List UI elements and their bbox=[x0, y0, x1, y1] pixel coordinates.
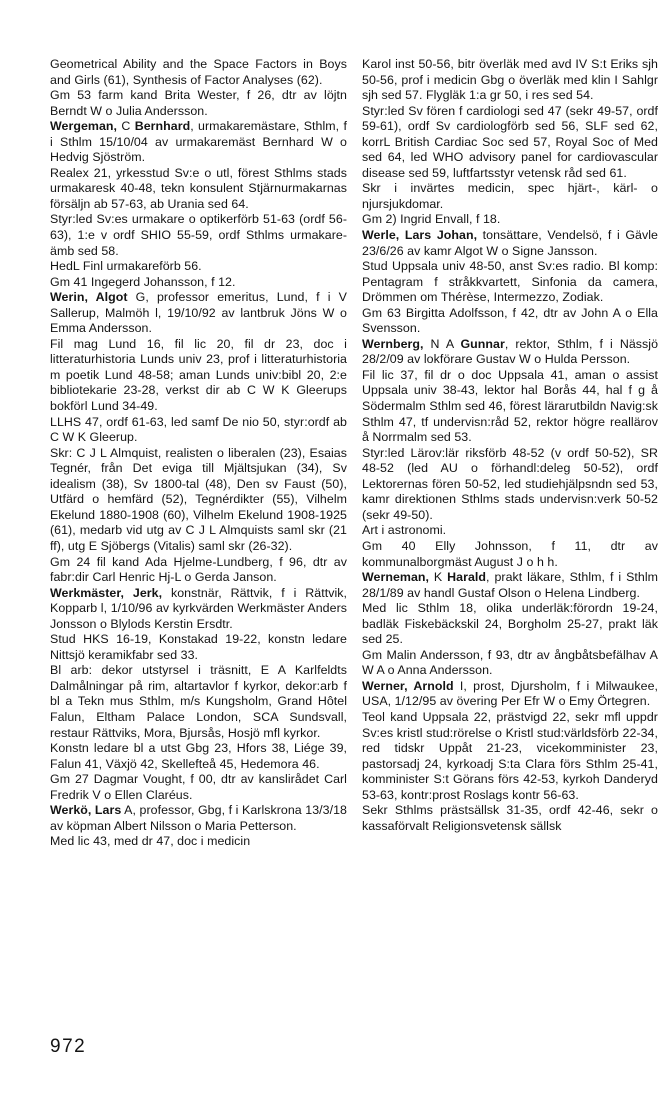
paragraph-text: Skr: C J L Almquist, realisten o liberalen (23), Esaias Tegnér, från Det eviga till Mjältsjukan (34), Sv idealism (38), Sv 1800-tal (48), Den sv Faust (50), Utfärd o hemfärd (52), Tegnérdikter (55), Vilhelm Ekelund 1880-1908 (60), Vilhelm Ekelund 1908-1925 (61), medarb vid utg av C J L Almquists saml skr (21 ff), utg E Sjöbergs (Vitalis) saml skr (26-32). bbox=[50, 445, 347, 553]
entry-headword: Werkmäster, Jerk, bbox=[50, 585, 163, 600]
text-paragraph bbox=[50, 57, 347, 88]
text-paragraph bbox=[50, 446, 347, 555]
paragraph-text: Geometrical Ability and the Space Factors in Boys and Girls (61), Synthesis of Factor Analyses (62). bbox=[50, 57, 347, 87]
paragraph-text: Gm 41 Ingegerd Johansson, f 12. bbox=[50, 274, 236, 289]
text-paragraph bbox=[50, 259, 347, 275]
paragraph-text: Art i astronomi. bbox=[362, 523, 447, 538]
entry-headword: Werner, Arnold bbox=[362, 678, 454, 693]
text-paragraph bbox=[50, 212, 347, 259]
text-paragraph bbox=[362, 523, 658, 539]
paragraph-text: Gm 27 Dagmar Vought, f 00, dtr av kanslirådet Carl Fredrik V o Ellen Claréus. bbox=[50, 772, 347, 802]
paragraph-text: Konstn ledare bl a utst Gbg 23, Hfors 38, Liége 39, Falun 41, Växjö 42, Skellefteå 45, Hedemora 46. bbox=[50, 741, 347, 771]
text-paragraph bbox=[50, 166, 347, 213]
text-paragraph bbox=[50, 337, 347, 415]
entry-headword: Werle, Lars Johan, bbox=[362, 228, 478, 243]
paragraph-text: Gm Malin Andersson, f 93, dtr av ångbåtsbefälhav A W A o Anna Andersson. bbox=[362, 647, 658, 678]
paragraph-text: HedL Finl urmakareförb 56. bbox=[50, 259, 202, 274]
paragraph-text: konstnär, Rättvik, f i Rättvik, Kopparb l, 1/10/96 av kyrkvärden Werkmäster Anders Jonsson o Blylods Kerstin Ersdtr. bbox=[50, 585, 347, 631]
text-paragraph bbox=[362, 57, 658, 104]
text-paragraph bbox=[50, 772, 347, 803]
entry-headword: Wergeman, bbox=[50, 119, 118, 134]
paragraph-text: Gm 63 Birgitta Adolfsson, f 42, dtr av John A o Ella Svensson. bbox=[362, 305, 658, 336]
text-paragraph bbox=[362, 259, 658, 306]
text-paragraph bbox=[362, 539, 658, 570]
paragraph-text: Sekr Sthlms prästsällsk 31-35, ordf 42-46, sekr o kassaförvalt Religionsvetensk sällsk bbox=[362, 803, 658, 833]
paragraph-text: N A Gunnar, rektor, Sthlm, f i Nässjö 28/2/09 av lokförare Gustav W o Hulda Persson. bbox=[362, 336, 659, 367]
text-paragraph bbox=[362, 212, 658, 228]
text-paragraph bbox=[362, 181, 658, 212]
text-paragraph bbox=[362, 306, 658, 337]
text-paragraph bbox=[50, 741, 347, 772]
text-paragraph bbox=[50, 632, 347, 663]
entry-paragraph bbox=[362, 679, 658, 710]
paragraph-text: Karol inst 50-56, bitr överläk med avd IV S:t Eriks sjh 50-56, prof i medicin Gbg o överläk med klin I Sahlgr sjh sed 57. Flygläk 1:a gr 50, i res sed 54. bbox=[362, 57, 658, 103]
paragraph-text: Bl arb: dekor utstyrsel i träsnitt, E A Karlfeldts Dalmålningar på rim, altartavlor f kyrkor, dekor:arb f bl a Tekn mus Sthlm, m/s Kungsholm, Grand Hôtel Falun, Eltham Palace London, SCA Sundsvall, restaur Rättviks, Mora, Bjursås, Hosjö mfl kyrkor. bbox=[50, 663, 347, 740]
entry-given-name: Harald bbox=[447, 570, 487, 585]
paragraph-text: Styr:led Sv fören f cardiologi sed 47 (sekr 49-57, ordf 59-61), ordf Sv cardiologförb sed 56, SLF sed 62, korrL British Cardiac Soc sed 57, Royal Soc of Med sed 64, led WHO advisory panel for cardiovascular disease sed 59, luftfartsstyr vetensk råd sed 61. bbox=[362, 103, 658, 180]
entry-paragraph bbox=[362, 570, 658, 601]
entry-paragraph bbox=[362, 337, 658, 368]
paragraph-text: K Harald, prakt läkare, Sthlm, f i Sthlm 28/1/89 av handl Gustaf Olson o Helena Lindberg. bbox=[362, 570, 658, 600]
paragraph-text: Gm 2) Ingrid Envall, f 18. bbox=[362, 212, 501, 227]
entry-headword: Werin, Algot bbox=[50, 290, 128, 305]
paragraph-text: Styr:led Lärov:lär riksförb 48-52 (v ordf 50-52), SR 48-52 (led AU o förhandl:deleg 50-52), ordf Lektorernas fören 50-52, led studiehjälpsndn sed 53, kamr direktionen Sthlms stads undervisn:verk 50-52 (sekr 49-50). bbox=[362, 445, 658, 522]
text-paragraph bbox=[362, 368, 658, 446]
paragraph-text: Stud HKS 16-19, Konstakad 19-22, konstn ledare Nittsjö keramikfabr sed 33. bbox=[50, 632, 347, 662]
text-paragraph bbox=[50, 834, 347, 850]
paragraph-text: Fil lic 37, fil dr o doc Uppsala 41, aman o assist Uppsala univ 38-43, lektor hal Borås 44, hal f g å Södermalm Sthlm sed 46, förest lärarutbildn Navig:sk Sthlm 47, tf undervisn:råd 52, rektor högre reallärov å Norrmalm sed 53. bbox=[362, 367, 658, 445]
entry-paragraph bbox=[362, 228, 658, 259]
entry-paragraph bbox=[50, 803, 347, 834]
paragraph-text: LLHS 47, ordf 61-63, led samf De nio 50, styr:ordf ab C W K Gleerup. bbox=[50, 414, 347, 445]
entry-paragraph bbox=[50, 586, 347, 633]
entry-headword: Werkö, Lars bbox=[50, 803, 122, 818]
paragraph-text: I, prost, Djursholm, f i Milwaukee, USA, 1/12/95 av övering Per Efr W o Emy Örtegren. bbox=[362, 678, 658, 709]
paragraph-text: G, professor emeritus, Lund, f i V Sallerup, Malmöh l, 19/10/92 av lantbruk Jöns W o Emma Andersson. bbox=[50, 290, 347, 336]
paragraph-text: Realex 21, yrkesstud Sv:e o utl, förest Sthlms stads urmakaresk 40-48, tekn konsulent Stjärnurmakarnas försäljn ab 57-63, ab Urania sed 64. bbox=[50, 165, 347, 211]
paragraph-text: Med lic 43, med dr 47, doc i medicin bbox=[50, 834, 251, 849]
text-paragraph bbox=[362, 104, 658, 182]
entry-headword: Wernberg, bbox=[362, 336, 424, 351]
text-paragraph bbox=[362, 446, 658, 524]
paragraph-text: Fil mag Lund 16, fil lic 20, fil dr 23, doc i litteraturhistoria Lunds univ 23, prof i litteraturhistoria m poetik Lund 48-58; aman Lunds univ:bibl 20, 2:e bibliotekarie 23-28, verkst dir ab C W K Gleerups bokförl Lund 34-49. bbox=[50, 336, 347, 414]
paragraph-text: Styr:led Sv:es urmakare o optikerförb 51-63 (ordf 56-63), 1:e v ordf SHIO 55-59, ordf Sthlms urmakare-ämb sed 58. bbox=[50, 212, 347, 258]
text-paragraph bbox=[50, 415, 347, 446]
right-column bbox=[362, 57, 658, 834]
paragraph-text: C Bernhard, urmakaremästare, Sthlm, f i Sthlm 15/10/04 av urmakaremäst Bernhard W o Hedvig Sjöström. bbox=[50, 119, 347, 165]
entry-paragraph bbox=[50, 119, 347, 166]
text-paragraph bbox=[50, 88, 347, 119]
paragraph-text: Stud Uppsala univ 48-50, anst Sv:es radio. Bl komp: Pentagram f stråkkvartett, Sinfonia da camera, Drömmen om Thérèse, Intermezzo, Zodiak. bbox=[362, 259, 658, 305]
text-paragraph bbox=[50, 663, 347, 741]
entry-given-name: Gunnar bbox=[460, 336, 505, 351]
text-paragraph bbox=[362, 601, 658, 648]
paragraph-text: Skr i invärtes medicin, spec hjärt-, kärl- o njursjukdomar. bbox=[362, 181, 658, 211]
paragraph-text: tonsättare, Vendelsö, f i Gävle 23/6/26 av kamr Algot W o Signe Jansson. bbox=[362, 228, 658, 258]
text-paragraph bbox=[362, 648, 658, 679]
paragraph-text: Med lic Sthlm 18, olika underläk:förordn 19-24, badläk Fiskebäckskil 24, Borgholm 25-27, prakt läk sed 25. bbox=[362, 601, 658, 647]
paragraph-text: A, professor, Gbg, f i Karlskrona 13/3/18 av köpman Albert Nilsson o Maria Petterson. bbox=[50, 803, 347, 833]
entry-headword: Werneman, bbox=[362, 570, 430, 585]
paragraph-text: Teol kand Uppsala 22, prästvigd 22, sekr mfl uppdr Sv:es kristl stud:rörelse o Kristl stud:världsförb 22-34, red tidskr Uppåt 21-23, vicekomminister 23, pastorsadj 24, kyrkoadj S:ta Clara förs Sthlm 25-41, komminister S:t Görans förs 42-53, kyrkoh Danderyd 53-63, kontr:prost Roslags kontr 56-63. bbox=[362, 709, 658, 802]
paragraph-text: Gm 24 fil kand Ada Hjelme-Lundberg, f 96, dtr av fabr:dir Carl Henric Hj-L o Gerda Janson. bbox=[50, 554, 347, 585]
entry-given-name: Bernhard bbox=[134, 119, 191, 134]
text-paragraph bbox=[362, 710, 658, 803]
paragraph-text: Gm 53 farm kand Brita Wester, f 26, dtr av löjtn Berndt W o Julia Andersson. bbox=[50, 88, 347, 118]
text-paragraph bbox=[50, 275, 347, 291]
text-paragraph bbox=[362, 803, 658, 834]
entry-paragraph bbox=[50, 290, 347, 337]
paragraph-text: Gm 40 Elly Johnsson, f 11, dtr av kommunalborgmäst August J o h h. bbox=[362, 538, 658, 569]
left-column bbox=[50, 57, 347, 850]
page-number: 972 bbox=[50, 1036, 87, 1057]
text-paragraph bbox=[50, 555, 347, 586]
